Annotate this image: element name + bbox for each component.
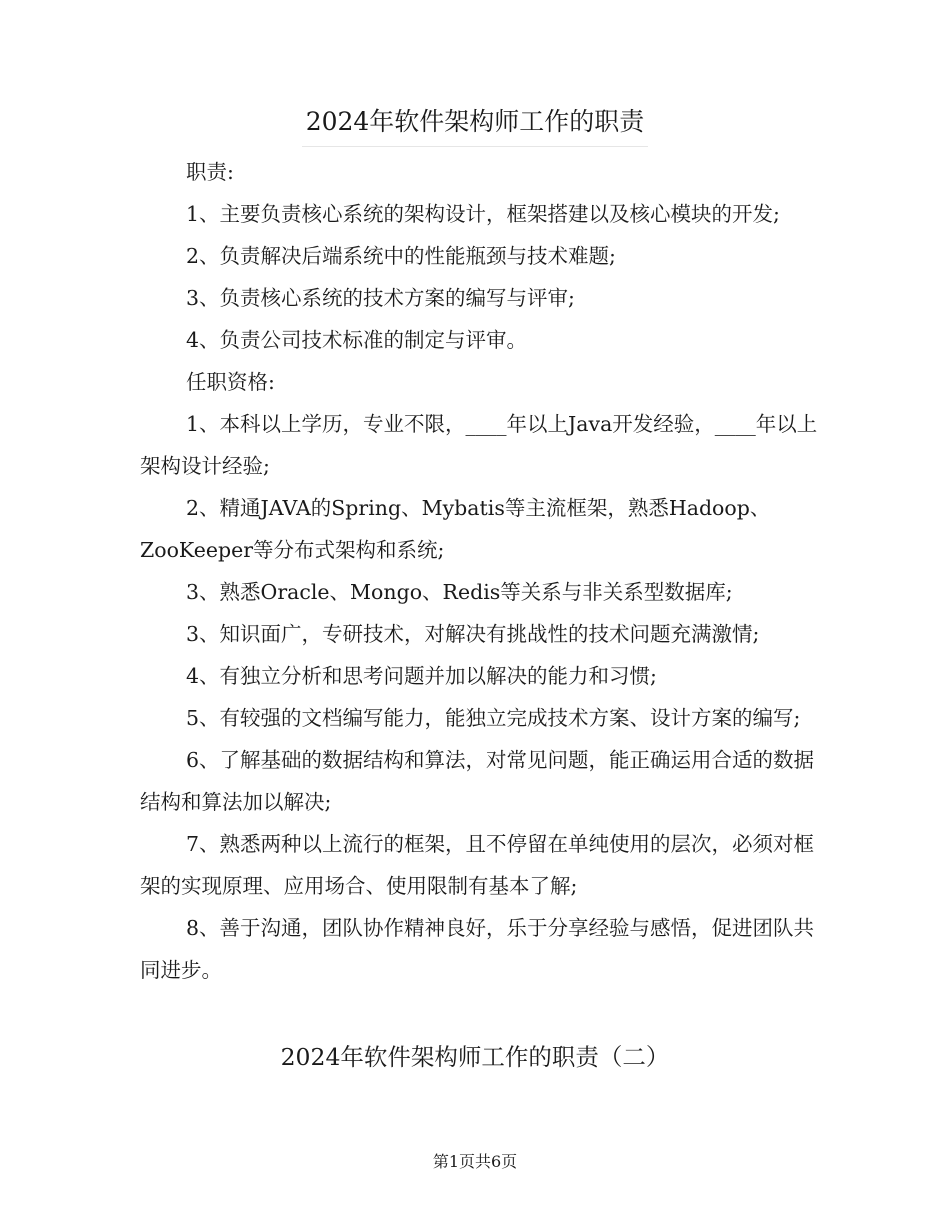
document-title: 2024年软件架构师工作的职责	[302, 104, 649, 147]
paragraph-qualification-3a: 3、熟悉Oracle、Mongo、Redis等关系与非关系型数据库;	[186, 580, 733, 604]
paragraph-duty-3: 3、负责核心系统的技术方案的编写与评审;	[186, 286, 575, 310]
document-title-row	[0, 104, 950, 147]
page-number-footer: 第1页共6页	[432, 1152, 518, 1171]
paragraph-duty-2: 2、负责解决后端系统中的性能瓶颈与技术难题;	[186, 244, 616, 268]
paragraph-duty-1: 1、主要负责核心系统的架构设计，框架搭建以及核心模块的开发;	[186, 202, 780, 226]
paragraph-qualifications-heading: 任职资格:	[186, 370, 275, 394]
paragraph-duty-4: 4、负责公司技术标准的制定与评审。	[186, 328, 528, 352]
paragraph-qualification-7: 7、熟悉两种以上流行的框架，且不停留在单纯使用的层次，必须对框架的实现原理、应用场合、使用限制有基本了解;	[140, 832, 815, 898]
paragraph-qualification-5: 5、有较强的文档编写能力，能独立完成技术方案、设计方案的编写;	[186, 706, 801, 730]
paragraph-qualification-4: 4、有独立分析和思考问题并加以解决的能力和习惯;	[186, 664, 657, 688]
paragraph-qualification-1: 1、本科以上学历，专业不限，____年以上Java开发经验，____年以上架构设计经验;	[140, 412, 818, 478]
document-body	[140, 151, 820, 991]
paragraph-qualification-8: 8、善于沟通，团队协作精神良好，乐于分享经验与感悟，促进团队共同进步。	[140, 916, 815, 982]
paragraph-qualification-2: 2、精通JAVA的Spring、Mybatis等主流框架，熟悉Hadoop、ZooKeeper等分布式架构和系统;	[140, 496, 771, 562]
section-subtitle: 2024年软件架构师工作的职责（二）	[280, 1043, 670, 1071]
paragraph-qualification-3b: 3、知识面广，专研技术，对解决有挑战性的技术问题充满激情;	[186, 622, 760, 646]
paragraph-qualification-6: 6、了解基础的数据结构和算法，对常见问题，能正确运用合适的数据结构和算法加以解决;	[140, 748, 815, 814]
paragraph-duties-heading: 职责:	[186, 160, 234, 184]
